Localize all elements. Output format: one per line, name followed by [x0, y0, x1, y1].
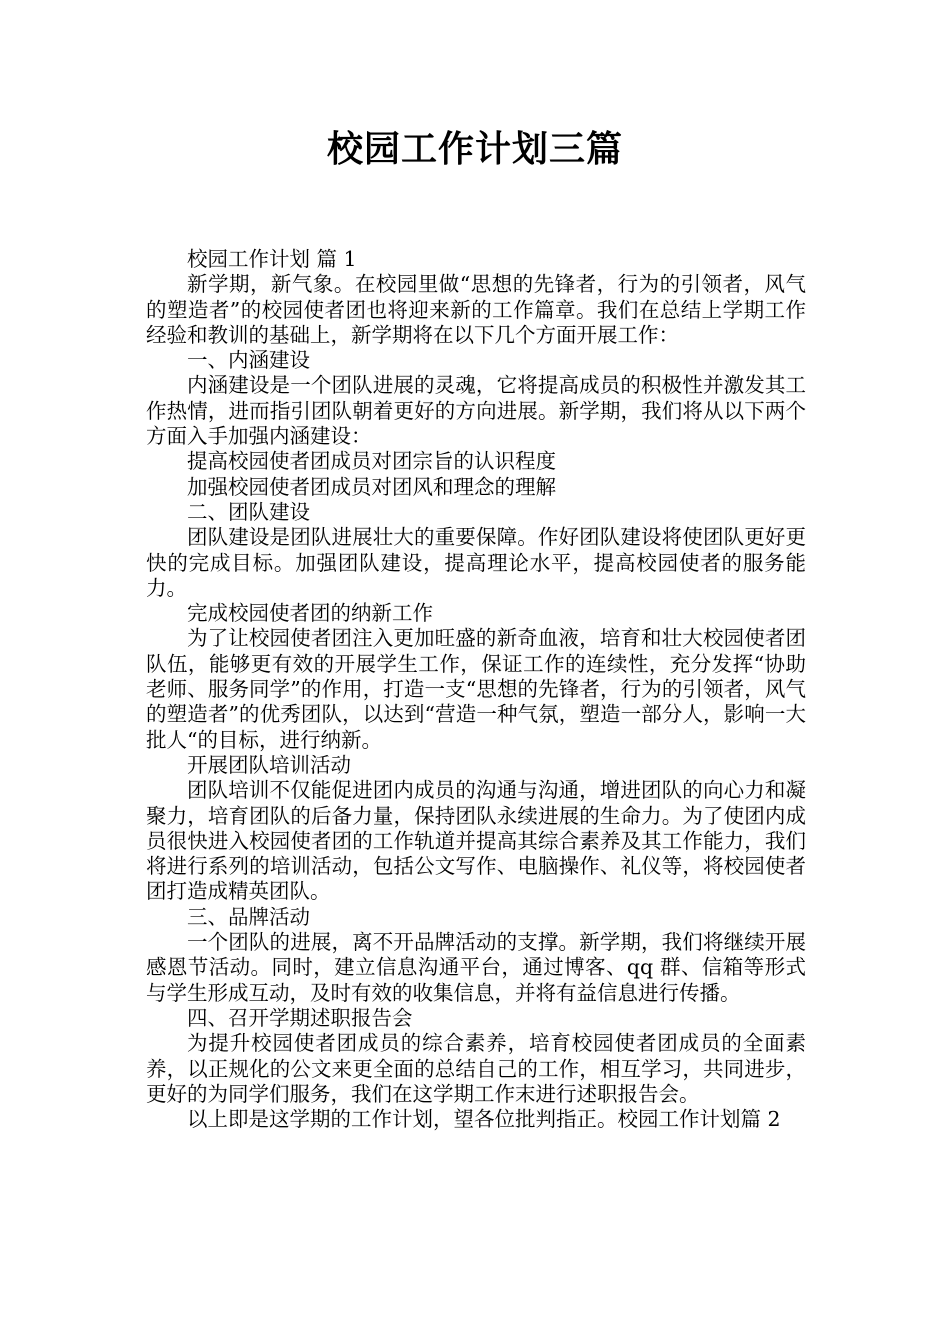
paragraph: 加强校园使者团成员对团风和理念的理解 — [187, 474, 556, 499]
paragraph: 新学期，新气象。在校园里做“思想的先锋者，行为的引领者，风气的塑造者”的校园使者团也将迎来新的工作篇章。我们在总结上学期工作经验和教训的基础上，新学期将在以下几个方面开展工作： — [146, 272, 806, 347]
paragraph: 一个团队的进展，离不开品牌活动的支撑。新学期，我们将继续开展感恩节活动。同时，建立信息沟通平台，通过博客、qq 群、信箱等形式与学生形成互动，及时有效的收集信息，并将有益信息进行传播。 — [146, 930, 806, 1005]
paragraph: 开展团队培训活动 — [187, 752, 351, 777]
section-heading: 二、团队建设 — [187, 499, 310, 524]
document-body — [146, 247, 806, 1132]
section-heading: 一、内涵建设 — [187, 348, 310, 373]
paragraph: 内涵建设是一个团队进展的灵魂，它将提高成员的积极性并激发其工作热情，进而指引团队朝着更好的方向进展。新学期，我们将从以下两个方面入手加强内涵建设： — [146, 373, 806, 449]
paragraph: 以上即是这学期的工作计划，望各位批判指正。校园工作计划篇 2 — [187, 1107, 781, 1132]
paragraph: 提高校园使者团成员对团宗旨的认识程度 — [187, 449, 556, 474]
document-title: 校园工作计划三篇 — [326, 129, 623, 170]
section-heading: 三、品牌活动 — [187, 904, 310, 929]
section-heading: 校园工作计划 篇 1 — [187, 247, 357, 271]
paragraph: 为了让校园使者团注入更加旺盛的新奇血液，培育和壮大校园使者团队伍，能够更有效的开展学生工作，保证工作的连续性，充分发挥“协助老师、服务同学”的作用，打造一支“思想的先锋者，行为的引领者，风气的塑造者”的优秀团队，以达到“营造一种气氛，塑造一部分人，影响一大批人“的目标，进行纳新。 — [146, 626, 806, 752]
paragraph: 为提升校园使者团成员的综合素养，培育校园使者团成员的全面素养，以正规化的公文来更全面的总结自己的工作，相互学习，共同进步，更好的为同学们服务，我们在这学期工作末进行述职报告会。 — [146, 1031, 806, 1106]
section-heading: 四、召开学期述职报告会 — [187, 1005, 413, 1030]
paragraph: 团队建设是团队进展壮大的重要保障。作好团队建设将使团队更好更快的完成目标。加强团队建设，提高理论水平，提高校园使者的服务能力。 — [146, 525, 806, 600]
paragraph: 团队培训不仅能促进团内成员的沟通与沟通，增进团队的向心力和凝聚力，培育团队的后备力量，保持团队永续进展的生命力。为了使团内成员很快进入校园使者团的工作轨道并提高其综合素养及其工作能力，我们将进行系列的培训活动，包括公文写作、电脑操作、礼仪等，将校园使者团打造成精英团队。 — [146, 778, 806, 904]
paragraph: 完成校园使者团的纳新工作 — [187, 601, 433, 626]
